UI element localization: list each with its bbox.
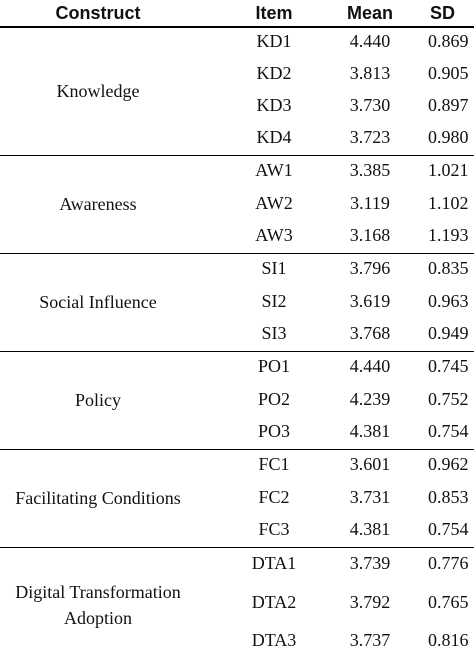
cell-item: DTA2 xyxy=(251,591,297,612)
cell-sd: 0.745 xyxy=(428,356,469,376)
cell-sd: 0.765 xyxy=(428,591,469,612)
cell-mean: 3.723 xyxy=(349,127,391,147)
header-sd: SD xyxy=(430,3,456,23)
cell-mean: 3.385 xyxy=(349,160,391,180)
cell-sd: 0.949 xyxy=(428,323,469,344)
cell-mean: 3.731 xyxy=(349,486,391,507)
construct-group xyxy=(0,351,474,449)
header-construct: Construct xyxy=(55,3,141,23)
cell-sd: 0.835 xyxy=(428,258,469,278)
cell-sd: 0.853 xyxy=(428,486,469,507)
cell-mean: 4.381 xyxy=(349,421,391,442)
cell-mean: 3.813 xyxy=(349,63,391,83)
cell-mean: 3.796 xyxy=(349,258,391,278)
cell-mean: 3.601 xyxy=(349,454,391,474)
cell-item: FC2 xyxy=(258,486,290,507)
cell-item: SI1 xyxy=(261,258,287,278)
cell-sd: 0.752 xyxy=(428,388,469,409)
cell-item: KD4 xyxy=(256,127,292,147)
cell-item: KD3 xyxy=(256,95,292,115)
cell-item: SI2 xyxy=(261,290,287,311)
construct-group xyxy=(0,449,474,547)
cell-mean: 4.239 xyxy=(349,388,391,409)
cell-item: FC3 xyxy=(258,519,290,540)
construct-group xyxy=(0,253,474,351)
cell-mean: 3.119 xyxy=(350,192,390,213)
cell-sd: 1.193 xyxy=(428,225,469,246)
construct-label: Policy xyxy=(74,390,121,410)
cell-item: KD1 xyxy=(256,31,292,51)
cell-item: AW3 xyxy=(255,225,293,246)
header-item: Item xyxy=(255,3,293,23)
construct-label: Social Influence xyxy=(39,292,157,312)
cell-item: KD2 xyxy=(256,63,292,83)
cell-sd: 0.905 xyxy=(428,63,469,83)
cell-item: DTA3 xyxy=(251,630,297,651)
cell-mean: 3.737 xyxy=(349,630,391,651)
cell-item: FC1 xyxy=(258,454,290,474)
cell-sd: 1.102 xyxy=(428,192,469,213)
cell-item: PO1 xyxy=(257,356,290,376)
construct-group xyxy=(0,547,474,663)
cell-item: PO3 xyxy=(257,421,290,442)
cell-sd: 0.776 xyxy=(428,553,469,573)
construct-label: Digital Transformation Adoption xyxy=(15,582,181,628)
cell-sd: 0.816 xyxy=(428,630,469,651)
construct-label: Awareness xyxy=(59,194,137,214)
construct-label: Facilitating Conditions xyxy=(15,488,181,508)
construct-group xyxy=(0,155,474,253)
cell-item: SI3 xyxy=(261,323,287,344)
cell-mean: 4.381 xyxy=(349,519,391,540)
cell-mean: 3.792 xyxy=(349,591,391,612)
cell-sd: 0.754 xyxy=(428,421,469,442)
cell-mean: 3.730 xyxy=(349,95,391,115)
cell-mean: 3.739 xyxy=(349,553,391,573)
cell-item: AW2 xyxy=(255,192,293,213)
cell-mean: 4.440 xyxy=(349,31,391,51)
cell-mean: 4.440 xyxy=(349,356,391,376)
cell-sd: 1.021 xyxy=(428,160,469,180)
cell-sd: 0.962 xyxy=(428,454,469,474)
cell-mean: 3.768 xyxy=(349,323,391,344)
construct-label: Knowledge xyxy=(56,81,140,101)
cell-sd: 0.980 xyxy=(428,127,469,147)
cell-sd: 0.963 xyxy=(428,290,469,311)
cell-item: AW1 xyxy=(255,160,293,180)
header-mean: Mean xyxy=(346,3,393,23)
cell-mean: 3.619 xyxy=(349,290,391,311)
cell-sd: 0.897 xyxy=(428,95,469,115)
construct-group xyxy=(0,27,474,155)
cell-item: DTA1 xyxy=(251,553,297,573)
cell-sd: 0.754 xyxy=(428,519,469,540)
cell-item: PO2 xyxy=(257,388,290,409)
cell-sd: 0.869 xyxy=(428,31,469,51)
cell-mean: 3.168 xyxy=(349,225,391,246)
